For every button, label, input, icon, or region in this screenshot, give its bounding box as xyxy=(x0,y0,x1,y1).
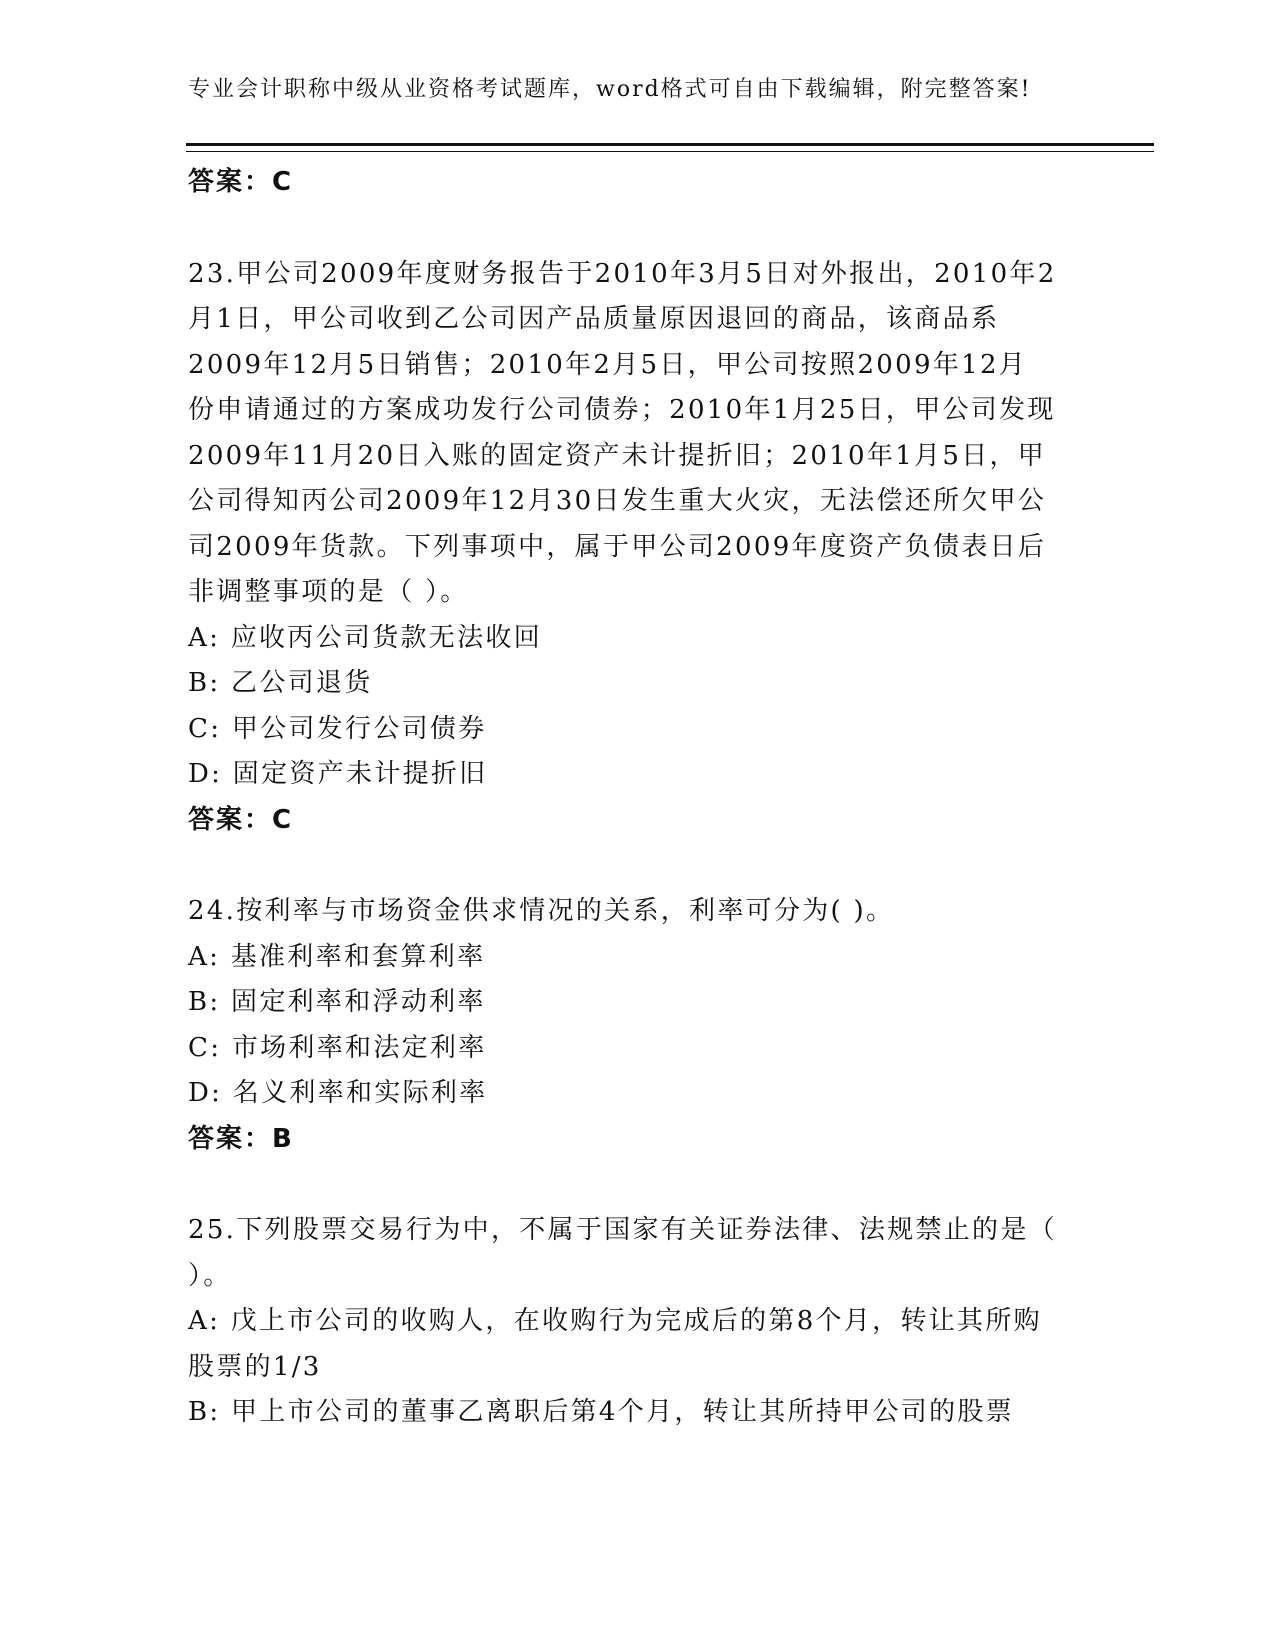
question-23-line-2: 月1日，甲公司收到乙公司因产品质量原因退回的商品，该商品系 xyxy=(188,304,1000,334)
question-23-line-1: 23.甲公司2009年度财务报告于2010年3月5日对外报出，2010年2 xyxy=(188,258,1057,289)
question-25-option-a: A: 戊上市公司的收购人，在收购行为完成后的第8个月，转让其所购 xyxy=(188,1306,1042,1336)
header-rule xyxy=(186,143,1154,152)
question-23-option-d: D: 固定资产未计提折旧 xyxy=(188,759,488,789)
page-header: 专业会计职称中级从业资格考试题库，word格式可自由下载编辑，附完整答案! xyxy=(188,77,1032,102)
question-23 xyxy=(188,252,1088,844)
answer-24: 答案：B xyxy=(188,1123,294,1154)
question-24-option-a: A: 基准利率和套算利率 xyxy=(188,941,486,972)
question-24 xyxy=(188,889,1088,1162)
question-23-option-b: B: 乙公司退货 xyxy=(188,668,373,698)
answer-22: 答案：C xyxy=(188,167,294,197)
question-23-line-6: 公司得知丙公司2009年12月30日发生重大火灾，无法偿还所欠甲公 xyxy=(188,486,1047,516)
question-25-line-1: 25.下列股票交易行为中，不属于国家有关证券法律、法规禁止的是（ xyxy=(188,1215,1057,1245)
question-25-option-b: B: 甲上市公司的董事乙离职后第4个月，转让其所持甲公司的股票 xyxy=(188,1397,1014,1427)
question-25-option-a-cont: 股票的1/3 xyxy=(188,1351,322,1382)
question-23-line-8: 非调整事项的是（ ）。 xyxy=(188,577,469,607)
document-body xyxy=(188,160,1088,1436)
question-23-line-4: 份申请通过的方案成功发行公司债券；2010年1月25日，甲公司发现 xyxy=(188,395,1056,425)
question-25 xyxy=(188,1208,1088,1436)
question-23-option-c: C: 甲公司发行公司债券 xyxy=(188,713,487,744)
question-25-line-2: ）。 xyxy=(188,1260,232,1291)
question-24-option-d: D: 名义利率和实际利率 xyxy=(188,1078,488,1108)
question-24-line-1: 24.按利率与市场资金供求情况的关系，利率可分为( )。 xyxy=(188,896,895,926)
question-24-option-c: C: 市场利率和法定利率 xyxy=(188,1032,487,1063)
question-23-line-5: 2009年11月20日入账的固定资产未计提折旧；2010年1月5日，甲 xyxy=(188,440,1047,471)
answer-23: 答案：C xyxy=(188,804,294,835)
question-23-line-7: 司2009年货款。下列事项中，属于甲公司2009年度资产负债表日后 xyxy=(188,531,1047,562)
question-23-option-a: A: 应收丙公司货款无法收回 xyxy=(188,622,543,653)
question-24-option-b: B: 固定利率和浮动利率 xyxy=(188,987,486,1017)
question-23-line-3: 2009年12月5日销售；2010年2月5日，甲公司按照2009年12月 xyxy=(188,349,1028,380)
